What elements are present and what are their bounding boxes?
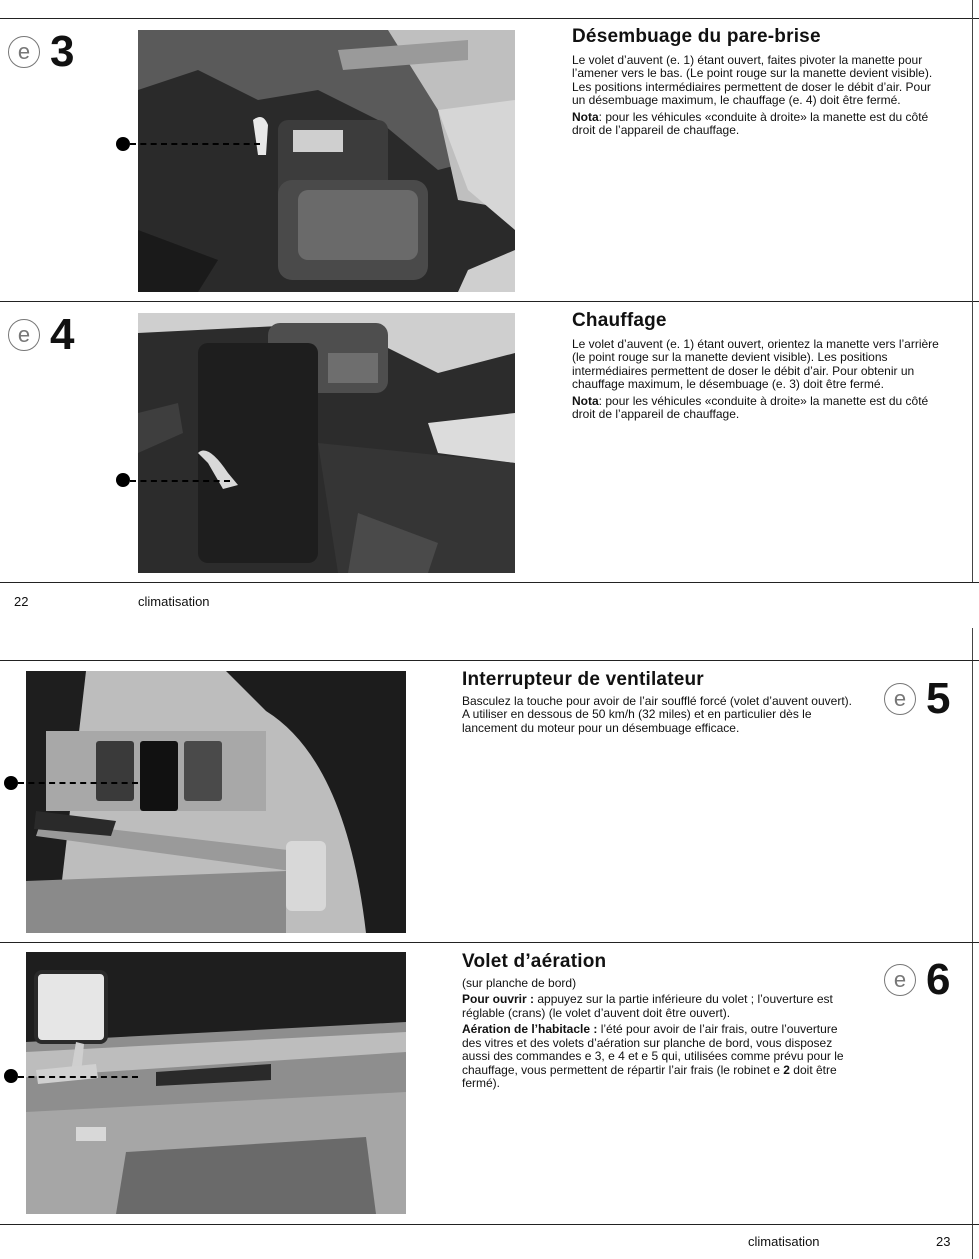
section-subtitle: (sur planche de bord)	[462, 976, 577, 990]
top-rule	[0, 18, 979, 19]
page-edge	[972, 628, 973, 1259]
page-edge	[972, 0, 973, 582]
callout-dot-icon	[116, 473, 130, 487]
callout-dot-icon	[4, 776, 18, 790]
section-open-instruction	[462, 993, 857, 1020]
photo-fan-switch	[26, 671, 406, 933]
section-badge-e3	[8, 27, 75, 76]
section-number: 3	[50, 27, 75, 76]
vent-text-end: doit être fermé).	[462, 1062, 837, 1091]
callout-leader-line	[18, 782, 138, 784]
section-title: Désembuage du pare-brise	[572, 26, 821, 47]
section-text-e5	[462, 669, 852, 735]
circled-e-icon: e	[8, 319, 40, 351]
section-title: Interrupteur de ventilateur	[462, 669, 704, 690]
vent-bold: 2	[783, 1062, 790, 1077]
callout-leader-line	[130, 143, 260, 145]
section-divider	[0, 301, 979, 302]
section-badge-e5	[884, 674, 951, 723]
vent-label: Aération de l’habitacle :	[462, 1022, 598, 1037]
section-note	[572, 111, 947, 138]
open-text: appuyez sur la partie inférieure du volet ; l’ouverture est réglable (crans) (le volet d’auvent doit être ouvert).	[462, 992, 833, 1020]
page-number: 23	[936, 1234, 951, 1249]
section-ventilation-instruction	[462, 1023, 857, 1090]
section-badge-e4	[8, 310, 75, 359]
photo-heating-lever	[138, 313, 515, 573]
section-number: 6	[926, 955, 951, 1004]
note-text: : pour les véhicules «conduite à droite» la manette est du côté droit de l’appareil de chauffage.	[572, 393, 929, 422]
note-text: : pour les véhicules «conduite à droite» la manette est du côté droit de l’appareil de chauffage.	[572, 109, 929, 138]
section-note	[572, 395, 947, 422]
callout-dot-icon	[116, 137, 130, 151]
footer-section-name: climatisation	[748, 1234, 820, 1249]
section-number: 5	[926, 674, 951, 723]
circled-e-icon: e	[884, 964, 916, 996]
section-badge-e6	[884, 955, 951, 1004]
vent-text: l’été pour avoir de l’air frais, outre l’ouverture des vitres et des volets d’aération sur planche de bord, vous disposez aussi des commandes e 3, e 4 et e 5 qui, utilisées comme prévu pour le chauffage, vous permettent de répartir l’air frais (le robinet e	[462, 1022, 844, 1077]
section-divider	[0, 942, 979, 943]
page-number: 22	[14, 594, 29, 609]
callout-leader-line	[130, 480, 230, 482]
callout-dot-icon	[4, 1069, 18, 1083]
section-text-e4	[572, 310, 947, 422]
photo-defrost-lever	[138, 30, 515, 292]
note-label: Nota	[572, 109, 599, 124]
section-paragraph: Basculez la touche pour avoir de l’air soufflé forcé (volet d’auvent ouvert). A utiliser en dessous de 50 km/h (32 miles) et en particulier dès le lancement du moteur pour un désembuage efficace.	[462, 694, 852, 735]
circled-e-icon: e	[8, 36, 40, 68]
note-label: Nota	[572, 393, 599, 408]
section-paragraph: Le volet d’auvent (e. 1) étant ouvert, orientez la manette vers l’arrière (le point rouge sur la manette devient visible). Les positions intermédiaires permettent de doser le débit d’air. Pour obtenir un chauffage maximum, le désembuage (e. 3) doit être fermé.	[572, 337, 939, 392]
section-text-e3	[572, 26, 947, 138]
section-title: Volet d’aération	[462, 951, 607, 972]
footer-rule	[0, 1224, 979, 1225]
footer-rule	[0, 582, 979, 583]
section-title: Chauffage	[572, 310, 667, 331]
circled-e-icon: e	[884, 683, 916, 715]
section-text-e6	[462, 951, 857, 1091]
section-paragraph: Le volet d’auvent (e. 1) étant ouvert, faites pivoter la manette pour l’amener vers le bas. (Le point rouge sur la manette devient visible). Les positions intermédiaires permettent de doser le débit d’air. Pour un désembuage maximum, le chauffage (e. 4) doit être fermé.	[572, 53, 933, 108]
section-number: 4	[50, 310, 75, 359]
top-rule	[0, 660, 979, 661]
photo-vent-flap	[26, 952, 406, 1214]
footer-section-name: climatisation	[138, 594, 210, 609]
open-label: Pour ouvrir :	[462, 992, 535, 1007]
callout-leader-line	[18, 1076, 138, 1078]
